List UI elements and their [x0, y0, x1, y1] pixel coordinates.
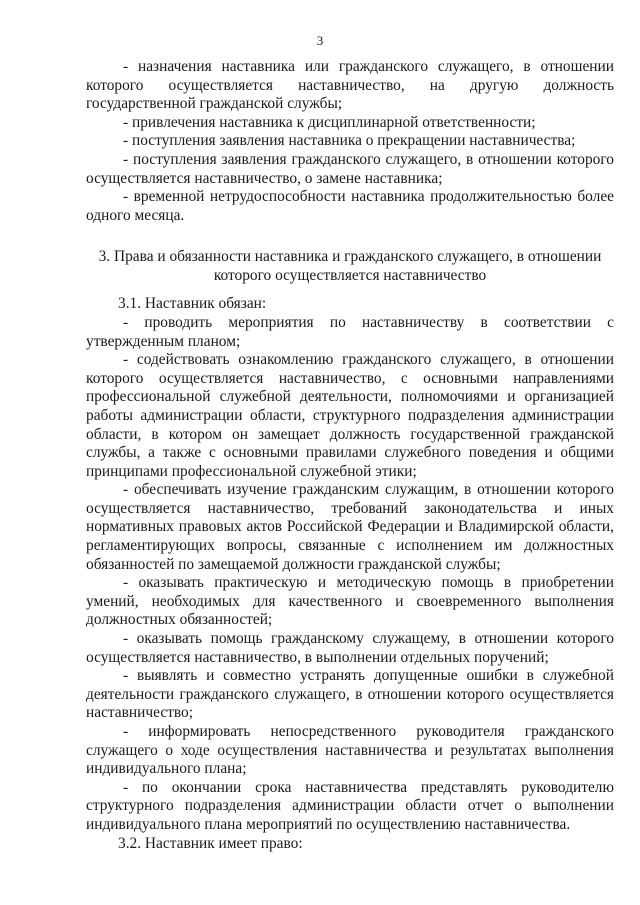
- list-item: - по окончании срока наставничества представлять руководителю структурного подразделения администрации области отчет о выполнении индивидуального плана мероприятий по осуществлению наставничества.: [86, 778, 614, 833]
- subsection-title: 3.2. Наставник имеет право:: [118, 834, 303, 852]
- list-item: - обеспечивать изучение гражданским служащим, в отношении которого осуществляется наставничество, требований законодательства и иных нормативных правовых актов Российской Федерации и Владимирской области, регламентирующих вопросы, связанные с исполнением им должностных обязанностей по замещаемой должности гражданской службы;: [86, 481, 614, 573]
- list-item: - временной нетрудоспособности наставника продолжительностью более одного месяца.: [86, 188, 614, 224]
- subsection-3-1: [86, 295, 614, 834]
- list-item: - назначения наставника или гражданского служащего, в отношении которого осуществляется наставничество, на другую должность государственной гражданской службы;: [86, 58, 614, 113]
- list-item: - проводить мероприятия по наставничеству в соответствии с утвержденным планом;: [86, 313, 614, 350]
- termination-conditions-list: [86, 58, 614, 225]
- subsection-3-2: [86, 835, 614, 854]
- page-number: 3: [316, 33, 324, 48]
- list-item: - оказывать практическую и методическую помощь в приобретении умений, необходимых для качественного и своевременного выполнения должностных обязанностей;: [86, 574, 614, 629]
- list-item: - информировать непосредственного руководителя гражданского служащего о ходе осуществления наставничества и результатах выполнения индивидуального плана;: [86, 723, 614, 778]
- list-item: - содействовать ознакомлению гражданского служащего, в отношении которого осуществляется наставничество, с основными направлениями профессиональной служебной деятельности, полномочиями и организацией работы администрации области, структурного подразделения администрации области, в котором он замещает должность государственной гражданской службы, а также с основными правилами служебного поведения и общими принципами профессиональной служебной этики;: [86, 351, 614, 480]
- document-body: [86, 58, 614, 853]
- section-heading: [86, 247, 614, 285]
- subsection-title: 3.1. Наставник обязан:: [118, 295, 267, 313]
- section-heading-line: 3. Права и обязанности наставника и гражданского служащего, в отношении: [98, 248, 602, 266]
- list-item: - привлечения наставника к дисциплинарной ответственности;: [123, 113, 536, 131]
- list-item: - поступления заявления гражданского служащего, в отношении которого осуществляется наставничество, о замене наставника;: [86, 150, 614, 187]
- list-item: - поступления заявления наставника о прекращении наставничества;: [123, 132, 576, 150]
- section-heading-line: которого осуществляется наставничество: [213, 267, 487, 285]
- list-item: - оказывать помощь гражданскому служащему, в отношении которого осуществляется наставничество, в выполнении отдельных поручений;: [86, 630, 614, 666]
- list-item: - выявлять и совместно устранять допущенные ошибки в служебной деятельности гражданского служащего, в отношении которого осуществляется наставничество;: [86, 667, 614, 722]
